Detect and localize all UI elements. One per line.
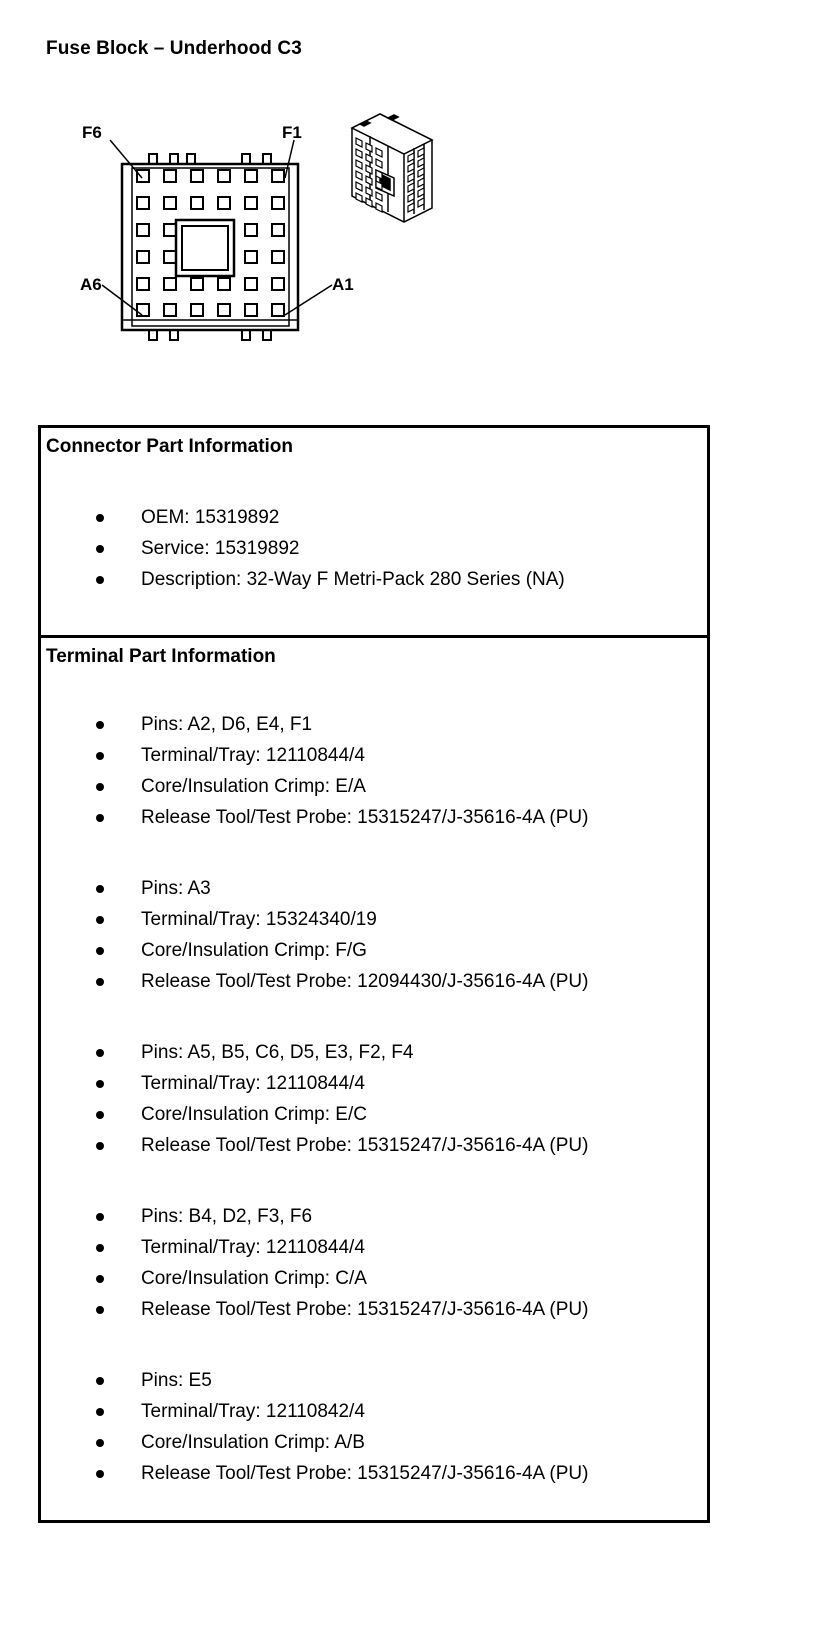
cavity [164,197,176,209]
cavity [245,170,257,182]
label-a1: A1 [332,275,354,294]
list-item [41,1294,707,1325]
list-item [41,709,707,740]
part-info-table [38,425,710,1523]
list-item [41,1365,707,1396]
bullet-icon [96,1306,104,1314]
cavity [164,278,176,290]
list-item [41,502,707,533]
list-item [41,771,707,802]
cavity [272,278,284,290]
cavity [218,278,230,290]
list-item [41,533,707,564]
tool-text: Release Tool/Test Probe: 15315247/J-35616-4A (PU) [141,1135,589,1156]
oem-text: OEM: 15319892 [141,507,280,528]
cavity [272,197,284,209]
cavity [191,170,203,182]
list-item [41,1427,707,1458]
cavity [245,197,257,209]
crimp-text: Core/Insulation Crimp: C/A [141,1268,367,1289]
tray-text: Terminal/Tray: 12110844/4 [141,745,365,766]
label-f1: F1 [282,123,302,142]
crimp-text: Core/Insulation Crimp: E/C [141,1104,367,1125]
tool-text: Release Tool/Test Probe: 15315247/J-35616-4A (PU) [141,1299,589,1320]
list-item [41,873,707,904]
cavity [272,251,284,263]
tray-text: Terminal/Tray: 12110842/4 [141,1401,365,1422]
connector-diagram [70,110,490,380]
cavity [137,251,149,263]
cavity [191,304,203,316]
bullet-icon [96,1142,104,1150]
bullet-icon [96,783,104,791]
terminal-group-4 [41,1201,707,1325]
list-item [41,1130,707,1161]
bullet-icon [96,1111,104,1119]
list-item [41,1201,707,1232]
list-item [41,1396,707,1427]
bullet-icon [96,514,104,522]
pins-text: Pins: A3 [141,878,211,899]
pins-text: Pins: A2, D6, E4, F1 [141,714,313,735]
cavity [272,304,284,316]
cavity [164,170,176,182]
connector-part-list [41,502,707,595]
cavity [272,170,284,182]
description-text: Description: 32-Way F Metri-Pack 280 Series (NA) [141,569,565,590]
bullet-icon [96,1439,104,1447]
list-item [41,1458,707,1489]
bullet-icon [96,916,104,924]
tool-text: Release Tool/Test Probe: 12094430/J-35616-4A (PU) [141,971,589,992]
bullet-icon [96,978,104,986]
tray-text: Terminal/Tray: 12110844/4 [141,1237,365,1258]
terminal-group-2 [41,873,707,997]
label-a6: A6 [80,275,102,294]
cavity [137,304,149,316]
list-item [41,935,707,966]
terminal-group-3 [41,1037,707,1161]
bullet-icon [96,1244,104,1252]
cavity [218,304,230,316]
list-item [41,740,707,771]
cavity [245,278,257,290]
bullet-icon [96,1080,104,1088]
bullet-icon [96,1408,104,1416]
tool-text: Release Tool/Test Probe: 15315247/J-35616-4A (PU) [141,1463,589,1484]
cavity [245,224,257,236]
pins-text: Pins: B4, D2, F3, F6 [141,1206,313,1227]
cavity [164,304,176,316]
pins-text: Pins: A5, B5, C6, D5, E3, F2, F4 [141,1042,414,1063]
list-item [41,1263,707,1294]
crimp-text: Core/Insulation Crimp: A/B [141,1432,365,1453]
cavity [218,197,230,209]
list-item [41,904,707,935]
cavity [137,170,149,182]
connector-face-drawing [70,110,490,380]
bullet-icon [96,1377,104,1385]
bullet-icon [96,885,104,893]
cavity [218,170,230,182]
cavity [164,224,176,236]
cavity [191,197,203,209]
terminal-group-1 [41,709,707,833]
tray-text: Terminal/Tray: 15324340/19 [141,909,377,930]
page-title: Fuse Block – Underhood C3 [46,38,302,59]
bullet-icon [96,947,104,955]
cavity [137,224,149,236]
bullet-icon [96,545,104,553]
bullet-icon [96,1470,104,1478]
terminal-group-5 [41,1365,707,1489]
tool-text: Release Tool/Test Probe: 15315247/J-35616-4A (PU) [141,807,589,828]
bullet-icon [96,721,104,729]
crimp-text: Core/Insulation Crimp: E/A [141,776,366,797]
crimp-text: Core/Insulation Crimp: F/G [141,940,367,961]
list-item [41,966,707,997]
list-item [41,564,707,595]
list-item [41,802,707,833]
list-item [41,1037,707,1068]
terminal-part-heading: Terminal Part Information [46,646,276,667]
bullet-icon [96,1049,104,1057]
cavity [245,251,257,263]
cavity [191,278,203,290]
cavity [137,197,149,209]
label-f6: F6 [82,123,102,142]
list-item [41,1068,707,1099]
terminal-part-section [41,638,707,1520]
bullet-icon [96,576,104,584]
cavity [137,278,149,290]
cavity [245,304,257,316]
bullet-icon [96,1275,104,1283]
list-item [41,1099,707,1130]
bullet-icon [96,1213,104,1221]
cavity [272,224,284,236]
cavity [164,251,176,263]
connector-part-heading: Connector Part Information [46,436,294,457]
bullet-icon [96,814,104,822]
connector-part-section [41,428,707,638]
list-item [41,1232,707,1263]
pins-text: Pins: E5 [141,1370,212,1391]
bullet-icon [96,752,104,760]
tray-text: Terminal/Tray: 12110844/4 [141,1073,365,1094]
service-text: Service: 15319892 [141,538,300,559]
